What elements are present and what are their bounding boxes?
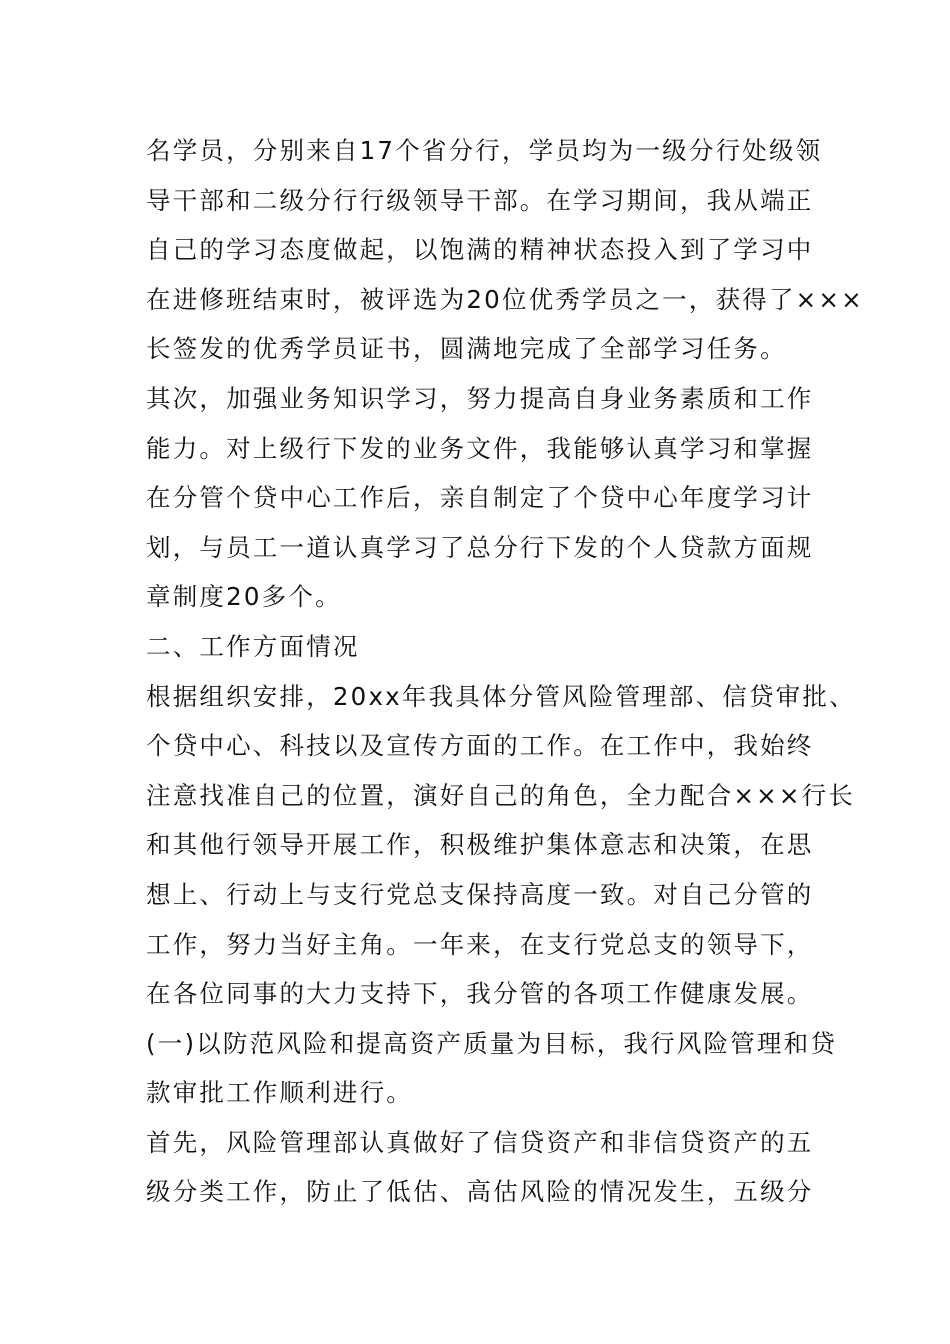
document-body bbox=[146, 126, 864, 1217]
section-heading: 二、工作方面情况 bbox=[146, 631, 360, 661]
text-line: 级分类工作，防止了低估、高估风险的情况发生，五级分 bbox=[146, 1177, 814, 1207]
text-line: 工作，努力当好主角。一年来，在支行党总支的领导下， bbox=[146, 929, 814, 959]
text-line: 能力。对上级行下发的业务文件，我能够认真学习和掌握 bbox=[146, 433, 814, 463]
subsection-heading: (一)以防范风险和提高资产质量为目标，我行风险管理和贷 bbox=[146, 1028, 838, 1058]
text-line: 自己的学习态度做起，以饱满的精神状态投入到了学习中 bbox=[146, 235, 814, 265]
text-line: 根据组织安排，20xx年我具体分管风险管理部、信贷审批、 bbox=[146, 681, 856, 711]
text-line: 个贷中心、科技以及宣传方面的工作。在工作中，我始终 bbox=[146, 731, 814, 761]
text-line: 想上、行动上与支行党总支保持高度一致。对自己分管的 bbox=[146, 879, 814, 909]
text-line: 在进修班结束时，被评选为20位优秀学员之一，获得了××× bbox=[146, 284, 864, 314]
text-line: 章制度20多个。 bbox=[146, 582, 342, 612]
text-line: 导干部和二级分行行级领导干部。在学习期间，我从端正 bbox=[146, 185, 814, 215]
text-line: 划，与员工一道认真学习了总分行下发的个人贷款方面规 bbox=[146, 532, 814, 562]
text-line: 其次，加强业务知识学习，努力提高自身业务素质和工作 bbox=[146, 383, 814, 413]
text-line: 和其他行领导开展工作，积极维护集体意志和决策，在思 bbox=[146, 830, 814, 860]
text-line: 名学员，分别来自17个省分行，学员均为一级分行处级领 bbox=[146, 136, 823, 165]
text-line: 在分管个贷中心工作后，亲自制定了个贷中心年度学习计 bbox=[146, 483, 814, 513]
text-line: 注意找准自己的位置，演好自己的角色，全力配合×××行长 bbox=[146, 780, 855, 810]
text-line: 款审批工作顺利进行。 bbox=[146, 1078, 413, 1108]
text-line: 首先，风险管理部认真做好了信贷资产和非信贷资产的五 bbox=[146, 1127, 814, 1157]
text-line: 长签发的优秀学员证书，圆满地完成了全部学习任务。 bbox=[146, 334, 787, 364]
text-line: 在各位同事的大力支持下，我分管的各项工作健康发展。 bbox=[146, 979, 814, 1009]
